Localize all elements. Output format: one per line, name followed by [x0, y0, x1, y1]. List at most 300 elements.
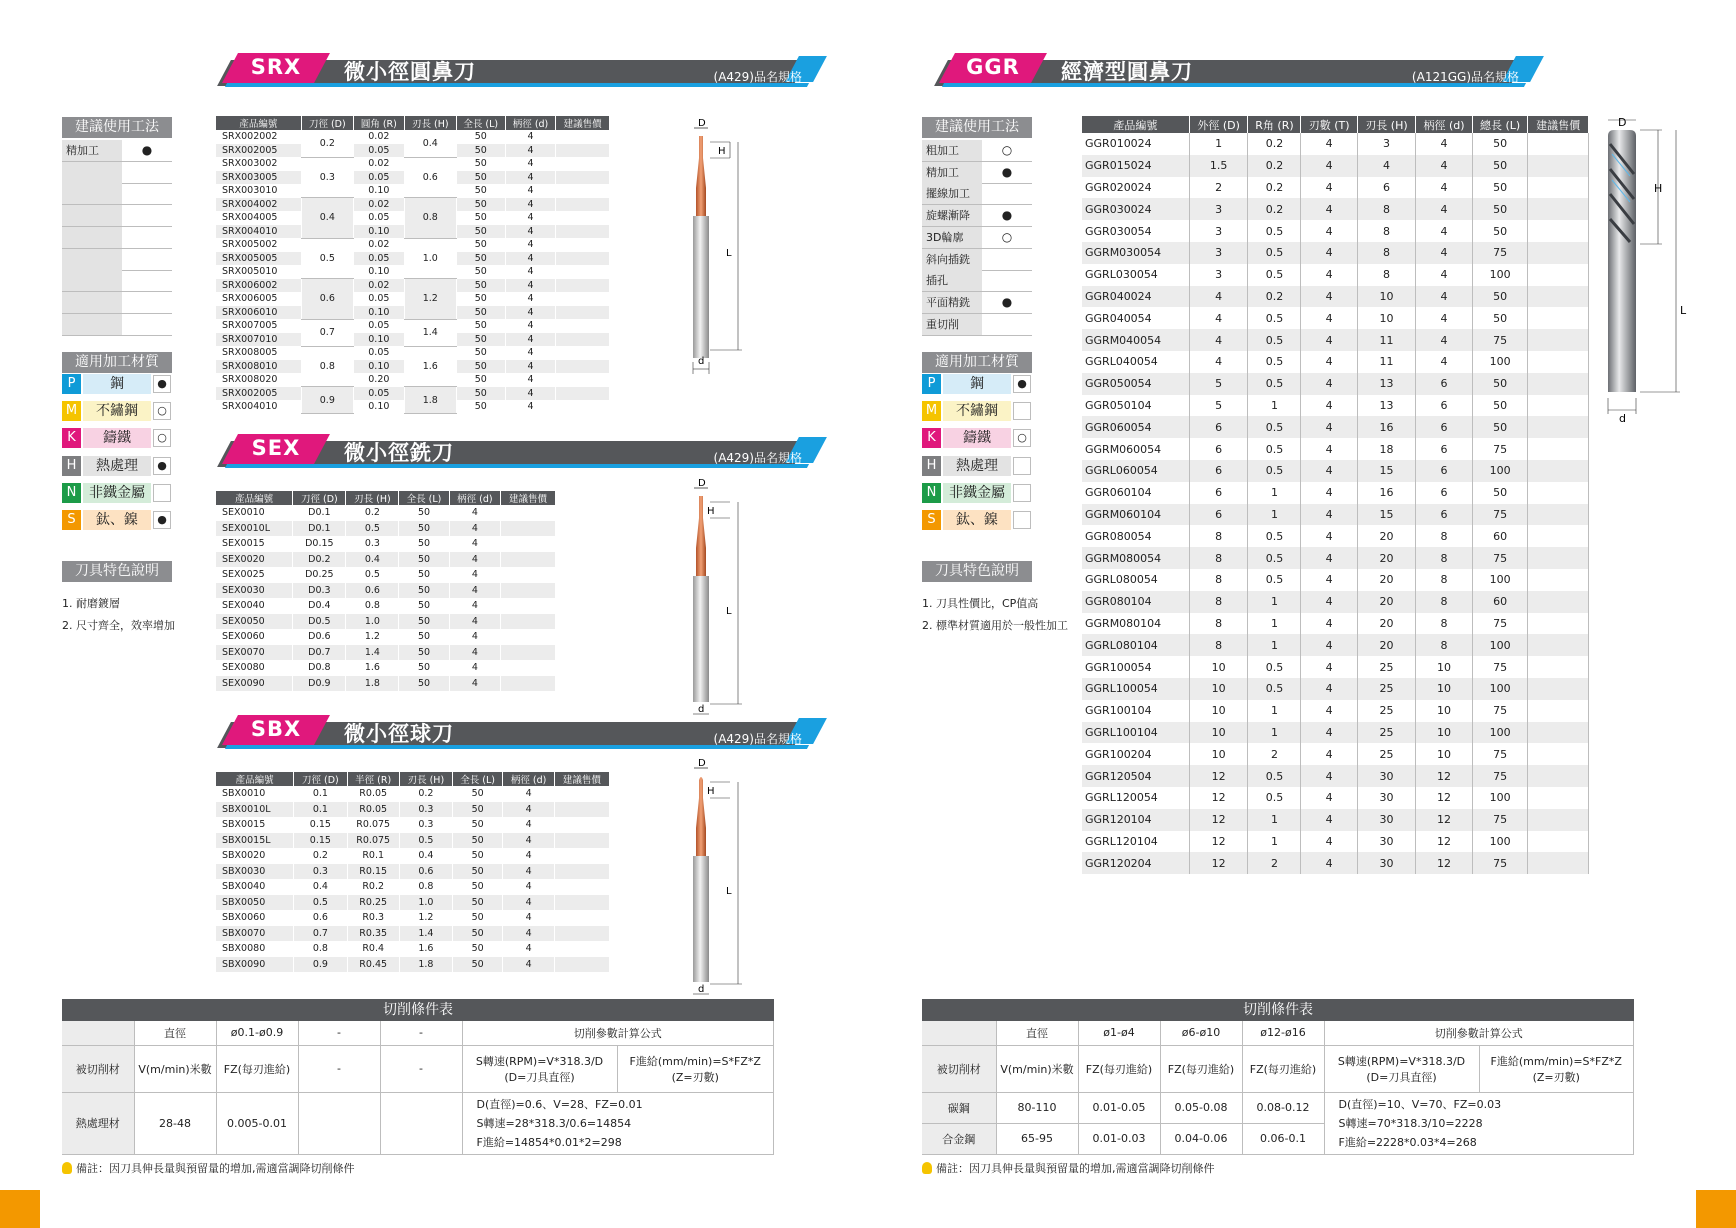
table-cell: 0.5: [1248, 220, 1301, 242]
table-cell: 4: [1301, 809, 1357, 831]
table-cell: SRX003010: [216, 184, 301, 198]
table-cell: [1528, 678, 1589, 700]
right-cut-r1-c3: FZ(每刃進給): [1242, 1045, 1324, 1092]
method-label: 精加工: [62, 140, 122, 161]
table-cell: 50: [1472, 286, 1528, 308]
table-cell: 0.8: [399, 879, 452, 895]
sbx-dim-H: H: [707, 786, 715, 797]
column-header: 產品編號: [1082, 116, 1189, 133]
table-cell: 0.05: [353, 211, 404, 225]
method-label: 重切削: [922, 314, 982, 335]
table-cell: 4: [1301, 743, 1357, 765]
table-cell: [1528, 351, 1589, 373]
method-row: [922, 162, 1032, 184]
table-cell: 100: [1472, 569, 1528, 591]
table-cell: 0.7: [294, 926, 347, 942]
table-row: [1082, 678, 1589, 700]
table-cell: 100: [1472, 831, 1528, 853]
table-cell: 50: [1472, 198, 1528, 220]
table-cell: [1528, 264, 1589, 286]
table-cell: [1528, 765, 1589, 787]
table-row: [1082, 591, 1589, 613]
table-cell: GGRL040054: [1082, 351, 1189, 373]
table-cell: 50: [1472, 395, 1528, 417]
table-cell: D0.1: [293, 521, 346, 537]
table-cell: [501, 536, 556, 552]
table-cell: 0.5: [1248, 329, 1301, 351]
table-cell: 4: [449, 629, 500, 645]
table-cell: [1528, 831, 1589, 853]
table-cell: 20: [1357, 525, 1415, 547]
table-cell: 8: [1189, 591, 1248, 613]
table-cell: 0.6: [404, 157, 456, 198]
table-cell: 0.1: [294, 786, 347, 802]
left-feature-2: 2. 尺寸齊全，效率增加: [62, 619, 175, 632]
table-cell: 0.02: [353, 157, 404, 171]
table-cell: 12: [1189, 765, 1248, 787]
right-cut-title: 切削條件表: [922, 999, 1634, 1021]
table-cell: 4: [1301, 482, 1357, 504]
table-cell: 0.10: [353, 225, 404, 239]
column-header: 產品編號: [216, 772, 294, 786]
table-cell: 4: [1301, 438, 1357, 460]
material-mark: [1013, 457, 1031, 475]
table-cell: 10: [1357, 307, 1415, 329]
table-cell: 8: [1416, 569, 1473, 591]
table-cell: 50: [452, 833, 502, 849]
table-cell: [1528, 504, 1589, 526]
table-cell: SEX0040: [216, 598, 293, 614]
method-label: [62, 227, 122, 248]
table-cell: [556, 279, 610, 293]
table-cell: 4: [505, 360, 555, 374]
table-cell: 100: [1472, 678, 1528, 700]
table-cell: 4: [1301, 831, 1357, 853]
table-cell: 10: [1189, 678, 1248, 700]
table-cell: 4: [503, 802, 555, 818]
table-cell: 4: [505, 211, 555, 225]
table-row: [1082, 787, 1589, 809]
table-cell: 10: [1189, 743, 1248, 765]
table-cell: 25: [1357, 678, 1415, 700]
table-cell: 75: [1472, 809, 1528, 831]
right-method-heading: 建議使用工法: [922, 117, 1032, 138]
table-cell: [1528, 460, 1589, 482]
table-cell: GGR015024: [1082, 155, 1189, 177]
material-name: 鋼: [943, 374, 1011, 394]
srx-dim-H: H: [718, 146, 726, 157]
left-feature-1: 1. 耐磨鍍層: [62, 597, 120, 610]
table-cell: [554, 957, 609, 973]
method-label: 斜向插銑: [922, 249, 982, 270]
table-cell: 50: [1472, 133, 1528, 155]
table-cell: 30: [1357, 765, 1415, 787]
table-cell: 4: [1301, 765, 1357, 787]
table-cell: [1528, 787, 1589, 809]
table-cell: 4: [1416, 307, 1473, 329]
table-cell: SRX008020: [216, 373, 301, 387]
table-cell: 50: [1472, 177, 1528, 199]
table-cell: [1528, 177, 1589, 199]
table-cell: 4: [1416, 133, 1473, 155]
table-cell: 4: [505, 292, 555, 306]
table-cell: SBX0015L: [216, 833, 294, 849]
table-cell: GGR050054: [1082, 373, 1189, 395]
table-cell: SRX004005: [216, 211, 301, 225]
right-cut-r1-v: V(m/min)米數: [996, 1045, 1078, 1092]
table-cell: [556, 306, 610, 320]
table-cell: 0.10: [353, 400, 404, 414]
left-cut-r1-c2: -: [298, 1045, 380, 1092]
table-row: [1082, 286, 1589, 308]
table-cell: [1528, 634, 1589, 656]
method-label: [62, 205, 122, 226]
table-cell: SRX005005: [216, 252, 301, 266]
table-cell: 10: [1416, 700, 1473, 722]
method-row: [922, 227, 1032, 249]
column-header: 全長 (L): [456, 116, 505, 130]
column-header: 半徑 (R): [347, 772, 399, 786]
material-key-badge: M: [922, 401, 941, 421]
table-cell: 50: [456, 144, 505, 158]
table-cell: 75: [1472, 329, 1528, 351]
table-cell: 4: [449, 567, 500, 583]
right-cut-r2-v: 80-110: [996, 1092, 1078, 1123]
table-cell: 8: [1357, 198, 1415, 220]
table-cell: 0.8: [301, 346, 353, 387]
lightbulb-icon: [922, 1162, 932, 1174]
table-row: [1082, 547, 1589, 569]
table-row: [216, 848, 610, 864]
table-cell: 4: [1416, 286, 1473, 308]
table-cell: SEX0080: [216, 660, 293, 676]
table-cell: 4: [505, 400, 555, 414]
right-cut-example: D(直徑)=10、V=70、FZ=0.03 S轉速=70*318.3/10=2228 F進給=2228*0.03*4=268: [1324, 1092, 1634, 1154]
method-mark: [122, 183, 172, 204]
table-cell: 0.05: [353, 144, 404, 158]
table-cell: 50: [399, 567, 449, 583]
table-header-row: [216, 772, 610, 786]
material-mark: ○: [153, 429, 171, 447]
material-name: 非鐵金屬: [943, 483, 1011, 503]
table-cell: [556, 144, 610, 158]
material-name: 鑄鐵: [943, 428, 1011, 448]
table-cell: 4: [1301, 177, 1357, 199]
material-mark: ○: [1013, 429, 1031, 447]
table-row: [1082, 765, 1589, 787]
table-cell: [501, 598, 556, 614]
table-cell: 0.6: [301, 279, 353, 320]
ggr-dim-D: D: [1618, 116, 1627, 129]
table-cell: 0.20: [353, 373, 404, 387]
table-cell: 4: [1301, 460, 1357, 482]
table-row: [1082, 373, 1589, 395]
material-name: 不鏽鋼: [83, 401, 151, 421]
material-row: [922, 456, 1032, 476]
table-cell: 4: [505, 373, 555, 387]
table-row: [1082, 133, 1589, 155]
column-header: 建議售價: [1528, 116, 1589, 133]
table-cell: 50: [399, 521, 449, 537]
method-row: [922, 270, 1032, 292]
table-cell: 0.02: [353, 238, 404, 252]
table-row: [216, 941, 610, 957]
table-cell: [1528, 438, 1589, 460]
table-cell: 4: [1189, 307, 1248, 329]
srx-dim-L: L: [726, 248, 732, 259]
table-cell: 8: [1189, 547, 1248, 569]
table-cell: 4: [1416, 220, 1473, 242]
method-row: [62, 314, 172, 336]
table-cell: [501, 567, 556, 583]
table-row: [216, 676, 556, 692]
table-cell: 4: [505, 225, 555, 239]
table-cell: D0.5: [293, 614, 346, 630]
table-cell: 0.4: [399, 848, 452, 864]
table-cell: SRX004010: [216, 225, 301, 239]
table-cell: R0.075: [347, 817, 399, 833]
right-cut-h-range2: ø6-ø10: [1160, 1021, 1242, 1045]
table-cell: 50: [456, 184, 505, 198]
table-cell: 0.05: [353, 292, 404, 306]
table-cell: 6: [1416, 373, 1473, 395]
column-header: 全長 (L): [452, 772, 502, 786]
table-cell: 75: [1472, 613, 1528, 635]
left-cut-h-diam: 直徑: [134, 1021, 216, 1045]
table-cell: 1.8: [399, 957, 452, 973]
table-cell: 50: [456, 171, 505, 185]
column-header: 產品編號: [216, 491, 293, 505]
table-cell: 1: [1248, 722, 1301, 744]
table-cell: 4: [449, 583, 500, 599]
table-cell: 15: [1357, 460, 1415, 482]
column-header: 刃長 (H): [399, 772, 452, 786]
material-key-badge: S: [62, 510, 81, 530]
table-row: [1082, 351, 1589, 373]
table-cell: 50: [456, 346, 505, 360]
table-cell: 0.5: [1248, 264, 1301, 286]
table-cell: 12: [1416, 787, 1473, 809]
table-cell: 3: [1189, 242, 1248, 264]
table-cell: D0.2: [293, 552, 346, 568]
table-cell: 10: [1416, 656, 1473, 678]
table-row: [1082, 395, 1589, 417]
table-cell: 16: [1357, 416, 1415, 438]
table-cell: 2: [1189, 177, 1248, 199]
table-cell: [501, 552, 556, 568]
table-cell: 0.2: [1248, 286, 1301, 308]
table-cell: [556, 292, 610, 306]
table-cell: GGRL120104: [1082, 831, 1189, 853]
table-cell: [1528, 569, 1589, 591]
table-cell: SRX002005: [216, 387, 301, 401]
table-cell: 0.5: [1248, 242, 1301, 264]
ggr-tool-drawing: [1600, 114, 1690, 434]
sbx-name: 微小徑球刀: [344, 722, 454, 746]
table-cell: 2: [1248, 852, 1301, 874]
method-mark: [122, 162, 172, 183]
table-cell: [501, 521, 556, 537]
table-cell: 0.4: [294, 879, 347, 895]
table-cell: 10: [1189, 700, 1248, 722]
table-cell: 0.5: [346, 521, 399, 537]
table-cell: 0.15: [294, 817, 347, 833]
table-cell: SEX0070: [216, 645, 293, 661]
table-cell: 16: [1357, 482, 1415, 504]
table-cell: [1528, 613, 1589, 635]
left-cut-r2-v: 28-48: [134, 1092, 216, 1154]
material-mark: ●: [153, 375, 171, 393]
table-cell: 15: [1357, 504, 1415, 526]
table-cell: [556, 198, 610, 212]
table-cell: 0.2: [1248, 133, 1301, 155]
table-cell: 4: [1301, 722, 1357, 744]
table-cell: 11: [1357, 329, 1415, 351]
table-cell: [556, 252, 610, 266]
left-cut-formula-s: S轉速(RPM)=V*318.3/D (D=刀具直徑): [462, 1045, 617, 1092]
table-cell: 50: [456, 130, 505, 144]
material-mark: [153, 484, 171, 502]
table-cell: 4: [505, 333, 555, 347]
table-cell: [1528, 155, 1589, 177]
table-cell: 10: [1416, 743, 1473, 765]
table-cell: [556, 373, 610, 387]
table-cell: 25: [1357, 656, 1415, 678]
table-cell: 0.2: [294, 848, 347, 864]
srx-title-bar: [206, 53, 820, 87]
table-cell: SRX004010: [216, 400, 301, 414]
table-cell: GGR120204: [1082, 852, 1189, 874]
sbx-title-bar: [206, 715, 820, 749]
left-method-heading: 建議使用工法: [62, 117, 172, 138]
left-cut-r2-fz: 0.005-0.01: [216, 1092, 298, 1154]
table-cell: 6: [1416, 416, 1473, 438]
table-cell: 4: [505, 265, 555, 279]
table-cell: 50: [1472, 307, 1528, 329]
table-cell: GGRM030054: [1082, 242, 1189, 264]
ggr-dim-d: d: [1619, 412, 1626, 425]
table-row: [216, 319, 610, 333]
srx-spec-table: [216, 116, 610, 414]
material-key-badge: K: [922, 428, 941, 448]
table-cell: [1528, 852, 1589, 874]
table-cell: 50: [399, 552, 449, 568]
table-cell: SBX0090: [216, 957, 294, 973]
table-cell: SBX0040: [216, 879, 294, 895]
table-cell: 0.6: [346, 583, 399, 599]
table-cell: [1528, 242, 1589, 264]
sbx-dim-L: L: [726, 886, 732, 897]
table-cell: [556, 130, 610, 144]
table-cell: 4: [1416, 329, 1473, 351]
table-cell: GGRL120054: [1082, 787, 1189, 809]
table-cell: [501, 505, 556, 521]
table-cell: [1528, 416, 1589, 438]
table-cell: 0.05: [353, 387, 404, 401]
right-cut-r1-label: 被切削材: [922, 1045, 996, 1092]
table-cell: GGRM040054: [1082, 329, 1189, 351]
table-cell: 100: [1472, 460, 1528, 482]
method-mark: [122, 227, 172, 248]
table-cell: [1528, 591, 1589, 613]
table-cell: 50: [1472, 220, 1528, 242]
table-row: [1082, 416, 1589, 438]
left-note: 備註：因刀具伸長量與預留量的增加,需適當調降切削條件: [62, 1160, 355, 1176]
left-cut-h-range3: -: [380, 1021, 462, 1045]
table-cell: [556, 238, 610, 252]
table-cell: 50: [456, 279, 505, 293]
table-cell: 1: [1248, 504, 1301, 526]
table-cell: SRX003005: [216, 171, 301, 185]
table-cell: 3: [1189, 220, 1248, 242]
table-cell: 0.5: [399, 833, 452, 849]
table-cell: 0.6: [399, 864, 452, 880]
table-cell: 6: [1357, 177, 1415, 199]
table-cell: GGR080054: [1082, 525, 1189, 547]
table-row: [1082, 307, 1589, 329]
column-header: 建議售價: [554, 772, 609, 786]
table-cell: [556, 171, 610, 185]
table-cell: 4: [503, 910, 555, 926]
table-cell: [556, 211, 610, 225]
material-key-badge: P: [922, 374, 941, 394]
table-row: [1082, 264, 1589, 286]
table-cell: R0.05: [347, 786, 399, 802]
srx-code: SRX: [250, 55, 302, 79]
method-mark: ●: [1001, 294, 1013, 309]
method-label: [62, 183, 122, 204]
table-cell: SRX006002: [216, 279, 301, 293]
table-cell: 30: [1357, 809, 1415, 831]
table-cell: [556, 387, 610, 401]
table-cell: [1528, 286, 1589, 308]
table-cell: SRX006005: [216, 292, 301, 306]
table-cell: [556, 400, 610, 414]
table-cell: SRX005002: [216, 238, 301, 252]
table-cell: SEX0060: [216, 629, 293, 645]
table-cell: SBX0050: [216, 895, 294, 911]
table-cell: 12: [1416, 831, 1473, 853]
table-cell: SEX0050: [216, 614, 293, 630]
table-row: [1082, 525, 1589, 547]
table-cell: 5: [1189, 373, 1248, 395]
table-cell: SRX006010: [216, 306, 301, 320]
material-row: [62, 510, 172, 530]
table-cell: 4: [1301, 700, 1357, 722]
table-cell: 4: [1189, 286, 1248, 308]
table-cell: 12: [1416, 809, 1473, 831]
material-key-badge: S: [922, 510, 941, 530]
table-cell: 50: [452, 941, 502, 957]
table-cell: [501, 583, 556, 599]
material-row: [922, 401, 1032, 421]
table-cell: GGRL100104: [1082, 722, 1189, 744]
table-cell: 4: [1301, 395, 1357, 417]
table-cell: GGR030054: [1082, 220, 1189, 242]
table-cell: GGR060054: [1082, 416, 1189, 438]
table-cell: 0.8: [404, 198, 456, 239]
column-header: 全長 (L): [399, 491, 449, 505]
table-cell: 50: [456, 238, 505, 252]
table-cell: [556, 225, 610, 239]
table-cell: 100: [1472, 787, 1528, 809]
table-cell: D0.9: [293, 676, 346, 692]
table-row: [1082, 438, 1589, 460]
table-cell: 1: [1248, 591, 1301, 613]
column-header: 刀徑 (D): [294, 772, 347, 786]
table-cell: R0.3: [347, 910, 399, 926]
table-cell: [554, 941, 609, 957]
